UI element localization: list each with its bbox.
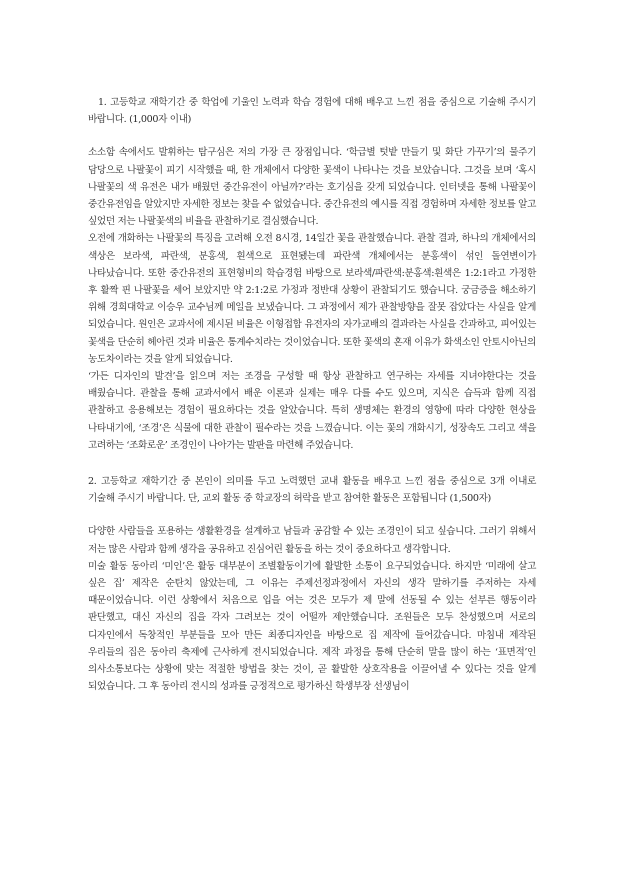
question-1: 1. 고등학교 재학기간 중 학업에 기울인 노력과 학습 경험에 대해 배우고 느낀 점을 중심으로 기술해 주시기 바랍니다. (1,000자 이내) bbox=[88, 97, 536, 126]
answer-1-paragraph-2: 오전에 개화하는 나팔꽃의 특징을 고려해 오전 8시경, 14일간 꽃을 관찰했습니다. 관찰 결과, 하나의 개체에서의 색상은 보라색, 파란색, 분홍색, 흰색으로 표현됐는데 파란색 개체에서는 분홍색이 섞인 돌연변이가 나타났습니다. 또한 중간유전의 표현형비의 학습경험 바탕으로 보라색/파란색:분홍색:흰색은 1:2:1라고 가정한 후 활짝 핀 나팔꽃을 세어 보았지만 약 2:1:2로 가정과 정반대 상황이 관찰되기도 했습니다. 궁금증을 해소하기 위해 경희대학교 이승우 교수님께 메일을 보냈습니다. 그 과정에서 제가 관찰방향을 잘못 잡았다는 사실을 알게 되었습니다. 원인은 교과서에 제시된 비율은 이형접합 유전자의 자가교배의 결과라는 사실을 간과하고, 피어있는 꽃색을 단순히 헤아린 것과 비율은 통계수치라는 것이었습니다. 또한 꽃색의 혼재 이유가 화색소인 안토시아닌의 농도차이라는 것을 알게 되었습니다. bbox=[88, 233, 536, 365]
answer-1-paragraph-3: ‘가든 디자인의 발견’을 읽으며 저는 조경을 구성할 때 항상 관찰하고 연구하는 자세를 지녀야한다는 것을 배웠습니다. 관찰을 통해 교과서에서 배운 이론과 실제는 매우 다를 수도 있으며, 지식은 습득과 함께 직접 관찰하고 응용해보는 경험이 필요하다는 것을 알았습니다. 특히 생명체는 환경의 영향에 따라 다양한 현상을 나타내기에, ‘조경’은 식물에 대한 관찰이 필수라는 것을 느꼈습니다. 이는 꽃의 개화시기, 성장속도 그리고 색을 고려하는 ‘조화로운’ 조경인이 나아가는 발판을 마련해 주었습니다. bbox=[88, 371, 536, 451]
answer-1-paragraph-1: 소소함 속에서도 발휘하는 탐구심은 저의 가장 큰 장점입니다. ‘학급별 텃밭 만들기 및 화단 가꾸기’의 물주기 담당으로 나팔꽃이 피기 시작했을 때, 한 개체에서 다양한 꽃색이 나타나는 것을 보았습니다. 그것을 보며 ‘혹시 나팔꽃의 색 유전은 내가 배웠던 중간유전이 아닐까?’라는 호기심을 갖게 되었습니다. 인터넷을 통해 나팔꽃이 중간유전임을 알았지만 자세한 정보는 찾을 수 없었습니다. 중간유전의 예시를 직접 경험하며 자세한 정보를 알고 싶었던 저는 나팔꽃색의 비율을 관찰하기로 결심했습니다. bbox=[88, 147, 537, 228]
answer-2-paragraph-2: 미술 활동 동아리 ‘미인’은 활동 대부분이 조별활동이기에 활발한 소통이 요구되었습니다. 하지만 ‘미래에 살고 싶은 집’ 제작은 순탄치 않았는데, 그 이유는 주제선정과정에서 자신의 생각 말하기를 주저하는 자세 때문이었습니다. 이런 상황에서 처음으로 입을 여는 것은 모두가 제 말에 선동될 수 있는 섣부른 행동이라 판단했고, 대신 자신의 집을 각자 그려보는 것이 어떨까 제안했습니다. 조원들은 모두 찬성했으며 서로의 디자인에서 독창적인 부분들을 모아 만든 최종디자인을 바탕으로 집 제작에 들어갔습니다. 마침내 제작된 우리들의 집은 동아리 축제에 근사하게 전시되었습니다. 제작 과정을 통해 단순히 말을 많이 하는 ‘표면적’인 의사소통보다는 상황에 맞는 적절한 방법을 찾는 것이, 곧 활발한 상호작용을 이끌어낼 수 있다는 것을 알게 되었습니다. 그 후 동아리 전시의 성과를 긍정적으로 평가하신 학생부장 선생님이 bbox=[88, 560, 536, 693]
question-2: 2. 고등학교 재학기간 중 본인이 의미를 두고 노력했던 교내 활동을 배우고 느낀 점을 중심으로 3개 이내로 기술해 주시기 바랍니다. 단, 교외 활동 중 학교장의 허락을 받고 참여한 활동은 포함됩니다 (1,500자) bbox=[88, 476, 536, 505]
answer-2-paragraph-1: 다양한 사람들을 포용하는 생활환경을 설계하고 남들과 공감할 수 있는 조경인이 되고 싶습니다. 그러기 위해서 저는 많은 사람과 함께 생각을 공유하고 진심어린 활동을 하는 것이 중요하다고 생각합니다. bbox=[88, 526, 536, 555]
